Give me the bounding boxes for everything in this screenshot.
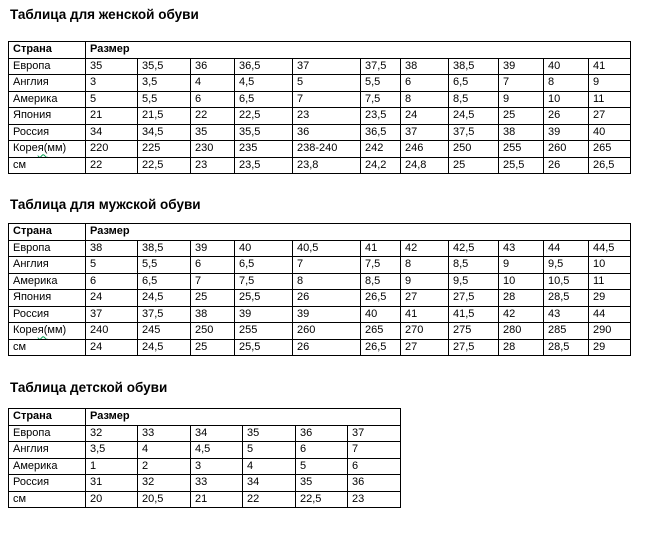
size-value-cell: 9,5 (544, 257, 589, 274)
size-value-cell: 23,8 (293, 157, 361, 174)
row-label-cell: см (9, 157, 86, 174)
size-value-cell: 280 (499, 323, 544, 340)
size-value-cell: 25 (191, 290, 235, 307)
size-value-cell: 34 (243, 475, 296, 492)
size-value-cell: 24,5 (138, 290, 191, 307)
size-value-cell: 7 (191, 273, 235, 290)
size-value-cell: 32 (138, 475, 191, 492)
table-row (9, 75, 631, 92)
size-value-cell: 21 (86, 108, 138, 125)
table-row (9, 141, 631, 158)
size-value-cell: 260 (544, 141, 589, 158)
size-value-cell: 22,5 (138, 157, 191, 174)
size-value-cell: 7 (348, 442, 401, 459)
children-shoes-size-table (8, 408, 401, 508)
size-value-cell: 40 (589, 124, 631, 141)
row-label-cell: Россия (9, 475, 86, 492)
size-value-cell: 4 (191, 75, 235, 92)
size-value-cell: 40 (361, 306, 401, 323)
row-label-cell: Европа (9, 425, 86, 442)
size-value-cell: 250 (191, 323, 235, 340)
size-value-cell: 25 (191, 339, 235, 356)
size-value-cell: 6 (191, 257, 235, 274)
size-value-cell: 23 (293, 108, 361, 125)
table-row (9, 240, 631, 257)
size-value-cell: 6 (296, 442, 348, 459)
size-value-cell: 24,5 (449, 108, 499, 125)
row-label-cell: Япония (9, 290, 86, 307)
size-value-cell: 31 (86, 475, 138, 492)
header-row (9, 224, 631, 241)
size-value-cell: 5 (293, 75, 361, 92)
header-row (9, 42, 631, 59)
size-value-cell: 1 (86, 458, 138, 475)
size-value-cell: 7 (499, 75, 544, 92)
table-row (9, 339, 631, 356)
size-value-cell: 24 (86, 339, 138, 356)
size-value-cell: 34 (191, 425, 243, 442)
size-value-cell: 6 (401, 75, 449, 92)
size-value-cell: 34,5 (138, 124, 191, 141)
size-value-cell: 37 (86, 306, 138, 323)
size-value-cell: 242 (361, 141, 401, 158)
row-label-cell: Англия (9, 257, 86, 274)
row-label-cell: см (9, 339, 86, 356)
size-value-cell: 8,5 (449, 91, 499, 108)
size-value-cell: 8,5 (361, 273, 401, 290)
size-value-cell: 26 (293, 290, 361, 307)
size-value-cell: 7,5 (361, 257, 401, 274)
table-row (9, 91, 631, 108)
size-value-cell: 40 (235, 240, 293, 257)
size-value-cell: 4,5 (235, 75, 293, 92)
size-value-cell: 35 (296, 475, 348, 492)
row-label-cell: Англия (9, 75, 86, 92)
size-value-cell: 29 (589, 290, 631, 307)
size-value-cell: 34 (86, 124, 138, 141)
size-value-cell: 27,5 (449, 290, 499, 307)
size-value-cell: 44,5 (589, 240, 631, 257)
size-value-cell: 28 (499, 339, 544, 356)
size-value-cell: 6,5 (235, 91, 293, 108)
size-value-cell: 3 (191, 458, 243, 475)
size-value-cell: 33 (138, 425, 191, 442)
size-value-cell: 4,5 (191, 442, 243, 459)
size-value-cell: 41 (401, 306, 449, 323)
spellcheck-squiggle: я( (37, 142, 48, 155)
size-header-cell: Размер (86, 42, 631, 59)
size-value-cell: 24,8 (401, 157, 449, 174)
size-value-cell: 38 (191, 306, 235, 323)
size-value-cell: 9 (401, 273, 449, 290)
row-label-cell: Россия (9, 124, 86, 141)
size-value-cell: 29 (589, 339, 631, 356)
size-value-cell: 36 (348, 475, 401, 492)
size-value-cell: 10 (589, 257, 631, 274)
size-value-cell: 23 (348, 491, 401, 508)
size-value-cell: 5 (243, 442, 296, 459)
table-row (9, 273, 631, 290)
table-row (9, 442, 401, 459)
size-value-cell: 36 (191, 58, 235, 75)
size-value-cell: 44 (544, 240, 589, 257)
size-value-cell: 27 (401, 339, 449, 356)
men-shoes-table-title: Таблица для мужской обуви (10, 197, 201, 212)
size-value-cell: 260 (293, 323, 361, 340)
size-value-cell: 38,5 (138, 240, 191, 257)
size-value-cell: 35 (243, 425, 296, 442)
size-value-cell: 22,5 (296, 491, 348, 508)
table-row (9, 157, 631, 174)
size-value-cell: 23 (191, 157, 235, 174)
size-header-cell: Размер (86, 224, 631, 241)
table-row (9, 458, 401, 475)
size-value-cell: 9 (589, 75, 631, 92)
table-row (9, 58, 631, 75)
size-value-cell: 41,5 (449, 306, 499, 323)
size-value-cell: 36 (296, 425, 348, 442)
size-value-cell: 43 (499, 240, 544, 257)
size-value-cell: 40 (544, 58, 589, 75)
size-value-cell: 265 (361, 323, 401, 340)
size-value-cell: 20 (86, 491, 138, 508)
table-row (9, 306, 631, 323)
women-shoes-size-table (8, 41, 631, 174)
row-label-cell: Япония (9, 108, 86, 125)
size-value-cell: 22 (243, 491, 296, 508)
row-label-cell: Америка (9, 458, 86, 475)
size-value-cell: 22 (191, 108, 235, 125)
table-row (9, 491, 401, 508)
size-value-cell: 4 (243, 458, 296, 475)
table-row (9, 257, 631, 274)
size-value-cell: 225 (138, 141, 191, 158)
size-value-cell: 28 (499, 290, 544, 307)
size-value-cell: 35 (191, 124, 235, 141)
row-label-cell: Корея(мм) (9, 323, 86, 340)
size-value-cell: 245 (138, 323, 191, 340)
size-value-cell: 27 (401, 290, 449, 307)
size-value-cell: 23,5 (361, 108, 401, 125)
size-value-cell: 7 (293, 91, 361, 108)
size-value-cell: 39 (191, 240, 235, 257)
size-value-cell: 25,5 (235, 339, 293, 356)
size-value-cell: 39 (499, 58, 544, 75)
table-row (9, 108, 631, 125)
size-value-cell: 38 (401, 58, 449, 75)
table-row (9, 425, 401, 442)
size-value-cell: 37,5 (449, 124, 499, 141)
size-value-cell: 24 (401, 108, 449, 125)
size-value-cell: 4 (138, 442, 191, 459)
size-value-cell: 37 (401, 124, 449, 141)
size-value-cell: 5 (86, 257, 138, 274)
size-value-cell: 35,5 (138, 58, 191, 75)
size-value-cell: 26,5 (361, 339, 401, 356)
size-value-cell: 24,5 (138, 339, 191, 356)
size-value-cell: 22 (86, 157, 138, 174)
size-value-cell: 26,5 (361, 290, 401, 307)
table-row (9, 124, 631, 141)
size-value-cell: 6,5 (235, 257, 293, 274)
size-value-cell: 28,5 (544, 290, 589, 307)
size-value-cell: 25 (499, 108, 544, 125)
country-header-cell: Страна (9, 409, 86, 426)
size-value-cell: 7,5 (235, 273, 293, 290)
row-label-cell: Америка (9, 273, 86, 290)
size-value-cell: 11 (589, 273, 631, 290)
size-value-cell: 238-240 (293, 141, 361, 158)
size-value-cell: 41 (589, 58, 631, 75)
size-value-cell: 42,5 (449, 240, 499, 257)
size-value-cell: 230 (191, 141, 235, 158)
size-value-cell: 39 (235, 306, 293, 323)
size-value-cell: 35 (86, 58, 138, 75)
size-value-cell: 39 (293, 306, 361, 323)
size-value-cell: 44 (589, 306, 631, 323)
size-value-cell: 43 (544, 306, 589, 323)
row-label-cell: Европа (9, 240, 86, 257)
size-value-cell: 24,2 (361, 157, 401, 174)
size-value-cell: 220 (86, 141, 138, 158)
row-label-cell: Россия (9, 306, 86, 323)
size-value-cell: 42 (401, 240, 449, 257)
size-value-cell: 250 (449, 141, 499, 158)
size-value-cell: 22,5 (235, 108, 293, 125)
size-value-cell: 36,5 (235, 58, 293, 75)
size-value-cell: 42 (499, 306, 544, 323)
table-row (9, 323, 631, 340)
size-value-cell: 2 (138, 458, 191, 475)
size-value-cell: 265 (589, 141, 631, 158)
row-label-cell: Англия (9, 442, 86, 459)
size-value-cell: 8,5 (449, 257, 499, 274)
row-label-cell: см (9, 491, 86, 508)
size-value-cell: 26 (293, 339, 361, 356)
size-value-cell: 33 (191, 475, 243, 492)
size-value-cell: 9 (499, 257, 544, 274)
women-shoes-table-title: Таблица для женской обуви (10, 7, 199, 22)
country-header-cell: Страна (9, 224, 86, 241)
size-value-cell: 246 (401, 141, 449, 158)
size-value-cell: 285 (544, 323, 589, 340)
size-value-cell: 20,5 (138, 491, 191, 508)
size-value-cell: 21,5 (138, 108, 191, 125)
size-value-cell: 36 (293, 124, 361, 141)
size-value-cell: 290 (589, 323, 631, 340)
row-label-cell: Америка (9, 91, 86, 108)
size-value-cell: 275 (449, 323, 499, 340)
size-value-cell: 23,5 (235, 157, 293, 174)
size-value-cell: 5 (296, 458, 348, 475)
size-value-cell: 255 (235, 323, 293, 340)
size-value-cell: 10,5 (544, 273, 589, 290)
size-value-cell: 8 (401, 91, 449, 108)
size-value-cell: 5,5 (361, 75, 401, 92)
size-value-cell: 26 (544, 157, 589, 174)
table-row (9, 290, 631, 307)
size-value-cell: 3 (86, 75, 138, 92)
row-label-cell: Корея(мм) (9, 141, 86, 158)
size-value-cell: 37,5 (138, 306, 191, 323)
size-value-cell: 270 (401, 323, 449, 340)
header-row (9, 409, 401, 426)
size-header-cell: Размер (86, 409, 401, 426)
size-value-cell: 7 (293, 257, 361, 274)
size-value-cell: 5 (86, 91, 138, 108)
size-value-cell: 11 (589, 91, 631, 108)
size-value-cell: 37 (293, 58, 361, 75)
size-value-cell: 38,5 (449, 58, 499, 75)
size-value-cell: 38 (86, 240, 138, 257)
row-label-cell: Европа (9, 58, 86, 75)
size-value-cell: 10 (499, 273, 544, 290)
size-value-cell: 6 (348, 458, 401, 475)
size-value-cell: 38 (499, 124, 544, 141)
size-value-cell: 5,5 (138, 91, 191, 108)
size-value-cell: 27,5 (449, 339, 499, 356)
size-value-cell: 6,5 (449, 75, 499, 92)
size-value-cell: 28,5 (544, 339, 589, 356)
size-value-cell: 40,5 (293, 240, 361, 257)
children-shoes-table-title: Таблица детской обуви (10, 380, 168, 395)
size-value-cell: 25,5 (499, 157, 544, 174)
size-value-cell: 255 (499, 141, 544, 158)
country-header-cell: Страна (9, 42, 86, 59)
size-value-cell: 24 (86, 290, 138, 307)
size-value-cell: 6 (191, 91, 235, 108)
size-value-cell: 5,5 (138, 257, 191, 274)
size-value-cell: 7,5 (361, 91, 401, 108)
size-value-cell: 35,5 (235, 124, 293, 141)
size-value-cell: 6 (86, 273, 138, 290)
size-value-cell: 25 (449, 157, 499, 174)
size-value-cell: 36,5 (361, 124, 401, 141)
size-value-cell: 3,5 (86, 442, 138, 459)
size-value-cell: 240 (86, 323, 138, 340)
size-value-cell: 8 (401, 257, 449, 274)
size-value-cell: 9 (499, 91, 544, 108)
table-row (9, 475, 401, 492)
men-shoes-size-table (8, 223, 631, 356)
size-value-cell: 235 (235, 141, 293, 158)
size-value-cell: 10 (544, 91, 589, 108)
size-value-cell: 32 (86, 425, 138, 442)
spellcheck-squiggle: я( (37, 324, 48, 337)
size-value-cell: 26 (544, 108, 589, 125)
size-value-cell: 9,5 (449, 273, 499, 290)
size-value-cell: 26,5 (589, 157, 631, 174)
size-value-cell: 8 (293, 273, 361, 290)
size-value-cell: 37 (348, 425, 401, 442)
size-value-cell: 6,5 (138, 273, 191, 290)
size-value-cell: 37,5 (361, 58, 401, 75)
size-value-cell: 25,5 (235, 290, 293, 307)
size-value-cell: 8 (544, 75, 589, 92)
size-value-cell: 41 (361, 240, 401, 257)
size-value-cell: 27 (589, 108, 631, 125)
size-value-cell: 21 (191, 491, 243, 508)
size-value-cell: 39 (544, 124, 589, 141)
size-value-cell: 3,5 (138, 75, 191, 92)
